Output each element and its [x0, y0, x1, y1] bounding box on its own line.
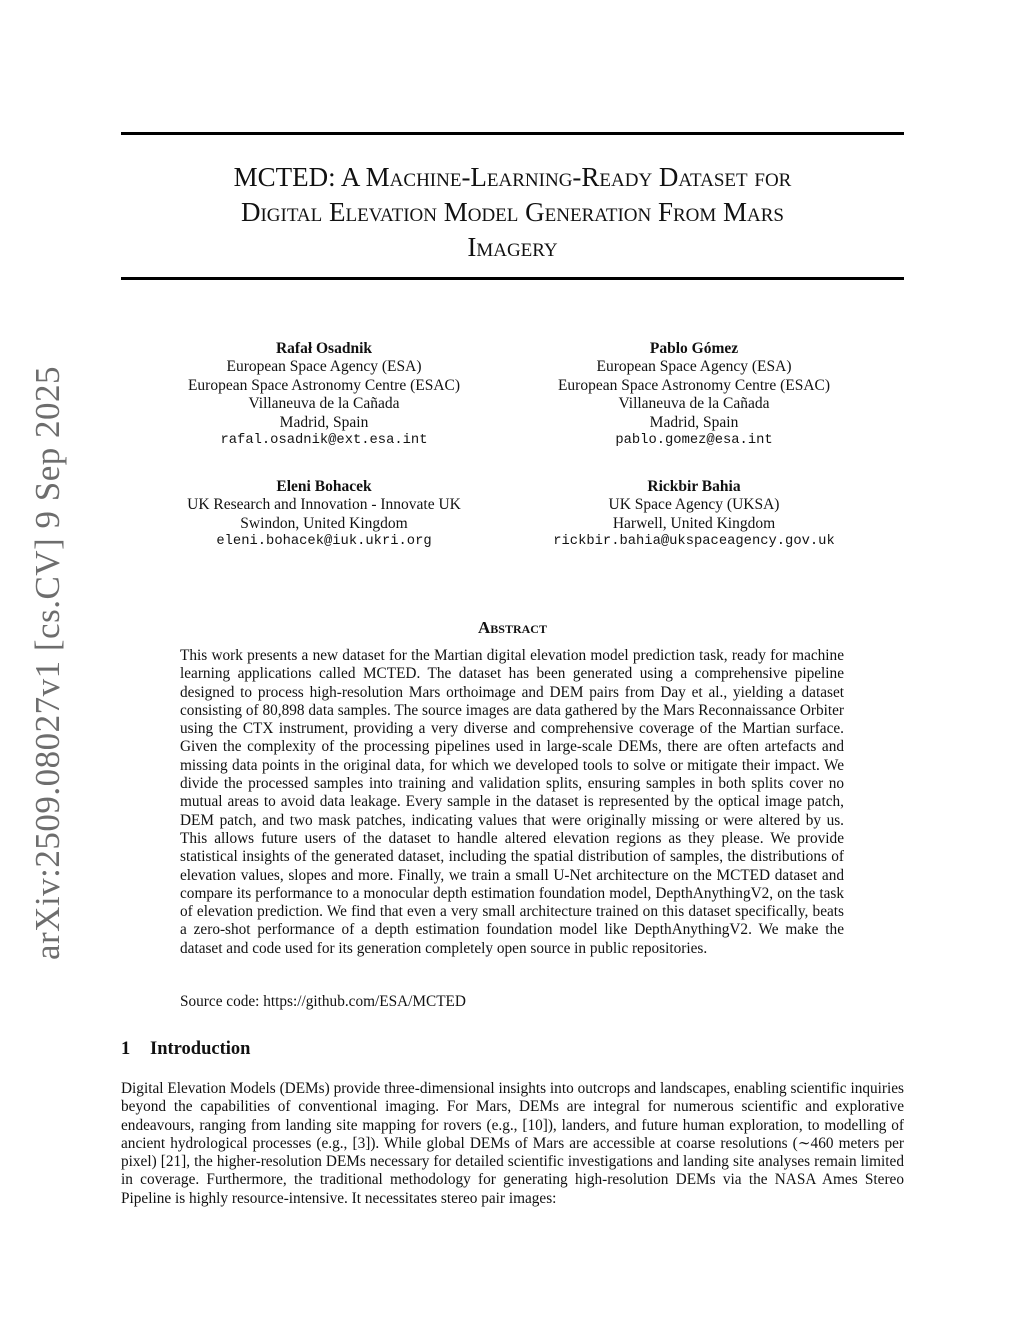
author-affiliation-line: European Space Astronomy Centre (ESAC)	[187, 376, 461, 394]
introduction-paragraph: Digital Elevation Models (DEMs) provide three-dimensional insights into outcrops and landscapes, enabling scientific inquiries beyond the capabilities of conventional imaging. For Mars, DEMs are integral for numerous scientific and explorative endeavours, ranging from landing site mapping for rovers (e.g., [10]), landers, and future human exploration, to modelling of ancient hydrological processes (e.g., [3]). While global DEMs of Mars are accessible at coarse resolutions (∼460 meters per pixel) [21], the higher-resolution DEMs necessary for detailed scientific investigations and landing site analyses remain limited in coverage. Furthermore, the traditional methodology for generating high-resolution DEMs via the NASA Ames Stereo Pipeline is highly resource-intensive. It necessitates stereo pair images:	[121, 1080, 904, 1207]
author-affiliation-line: Harwell, United Kingdom	[612, 514, 776, 532]
abstract-body: This work presents a new dataset for the Martian digital elevation model prediction task, ready for machine learning applications called MCTED. The dataset has been generated using a comprehensive pipeline designed to process high-resolution Mars orthoimage and DEM pairs from Day et al., yielding a dataset consisting of 80,898 data samples. The source images are data gathered by the Mars Reconnaissance Orbiter using the CTX instrument, providing a very diverse and comprehensive coverage of the Martian surface. Given the complexity of the processing pipelines used in large-scale DEMs, there are often artefacts and missing data points in the original data, for which we developed tools to solve or mitigate their impact. We divide the processed samples into training and validation splits, ensuring samples in both splits cover no mutual areas to avoid data leakage. Every sample in the dataset is represented by the optical image patch, DEM patch, and two mask patches, indicating values that were originally missing or were altered by us. This allows future users of the dataset to handle altered elevation regions as they please. We provide statistical insights of the generated dataset, including the spatial distribution of samples, the distributions of elevation values, slopes and more. Finally, we train a small U-Net architecture on the MCTED dataset and compare its performance to a monocular depth estimation foundation model, DepthAnythingV2, on the task of elevation prediction. We find that even a very small architecture trained on this dataset specifically, beats a zero-shot performance of a depth estimation foundation model like DepthAnythingV2. We make the dataset and code used for its generation completely open source in public repositories.	[180, 647, 844, 957]
author-bahia	[504, 478, 884, 552]
author-affiliation-line: European Space Agency (ESA)	[226, 358, 422, 376]
author-email: pablo.gomez@esa.int	[615, 433, 773, 449]
author-affiliation-line: European Space Astronomy Centre (ESAC)	[557, 376, 831, 394]
author-affiliation-line: Madrid, Spain	[279, 413, 369, 431]
author-name: Rickbir Bahia	[647, 478, 741, 495]
author-affiliation-line: Swindon, United Kingdom	[240, 514, 408, 532]
author-affiliation-line: UK Research and Innovation - Innovate UK	[187, 496, 461, 514]
title-line-3: Imagery	[467, 232, 558, 262]
section-heading-introduction	[121, 1039, 250, 1060]
arxiv-identifier	[28, 365, 68, 961]
author-osadnik	[134, 340, 514, 450]
source-code-line: Source code: https://github.com/ESA/MCTED	[180, 993, 466, 1010]
author-email: rafal.osadnik@ext.esa.int	[220, 433, 428, 449]
abstract-heading: Abstract	[478, 618, 547, 637]
title-rule-top	[121, 132, 904, 135]
author-affiliation-line: Villaneuva de la Cañada	[618, 395, 770, 413]
paper-title	[121, 160, 904, 265]
section-number: 1	[121, 1039, 131, 1059]
author-affiliation-line: UK Space Agency (UKSA)	[608, 496, 780, 514]
author-email: rickbir.bahia@ukspaceagency.gov.uk	[553, 534, 835, 550]
author-affiliation-line: Madrid, Spain	[649, 413, 739, 431]
author-name: Eleni Bohacek	[276, 478, 372, 495]
section-title: Introduction	[150, 1039, 251, 1059]
author-email: eleni.bohacek@iuk.ukri.org	[216, 534, 432, 550]
title-line-1: MCTED: A Machine-Learning-Ready Dataset for	[233, 162, 792, 192]
author-name: Pablo Gómez	[649, 340, 739, 357]
author-affiliation-line: Villaneuva de la Cañada	[248, 395, 400, 413]
author-affiliation-line: European Space Agency (ESA)	[596, 358, 792, 376]
author-gomez	[504, 340, 884, 450]
title-rule-bottom	[121, 277, 904, 280]
arxiv-identifier-text: arXiv:2509.08027v1 [cs.CV] 9 Sep 2025	[28, 365, 68, 961]
author-bohacek	[134, 478, 514, 552]
author-name: Rafał Osadnik	[275, 340, 373, 357]
title-line-2: Digital Elevation Model Generation From Mars	[240, 197, 785, 227]
